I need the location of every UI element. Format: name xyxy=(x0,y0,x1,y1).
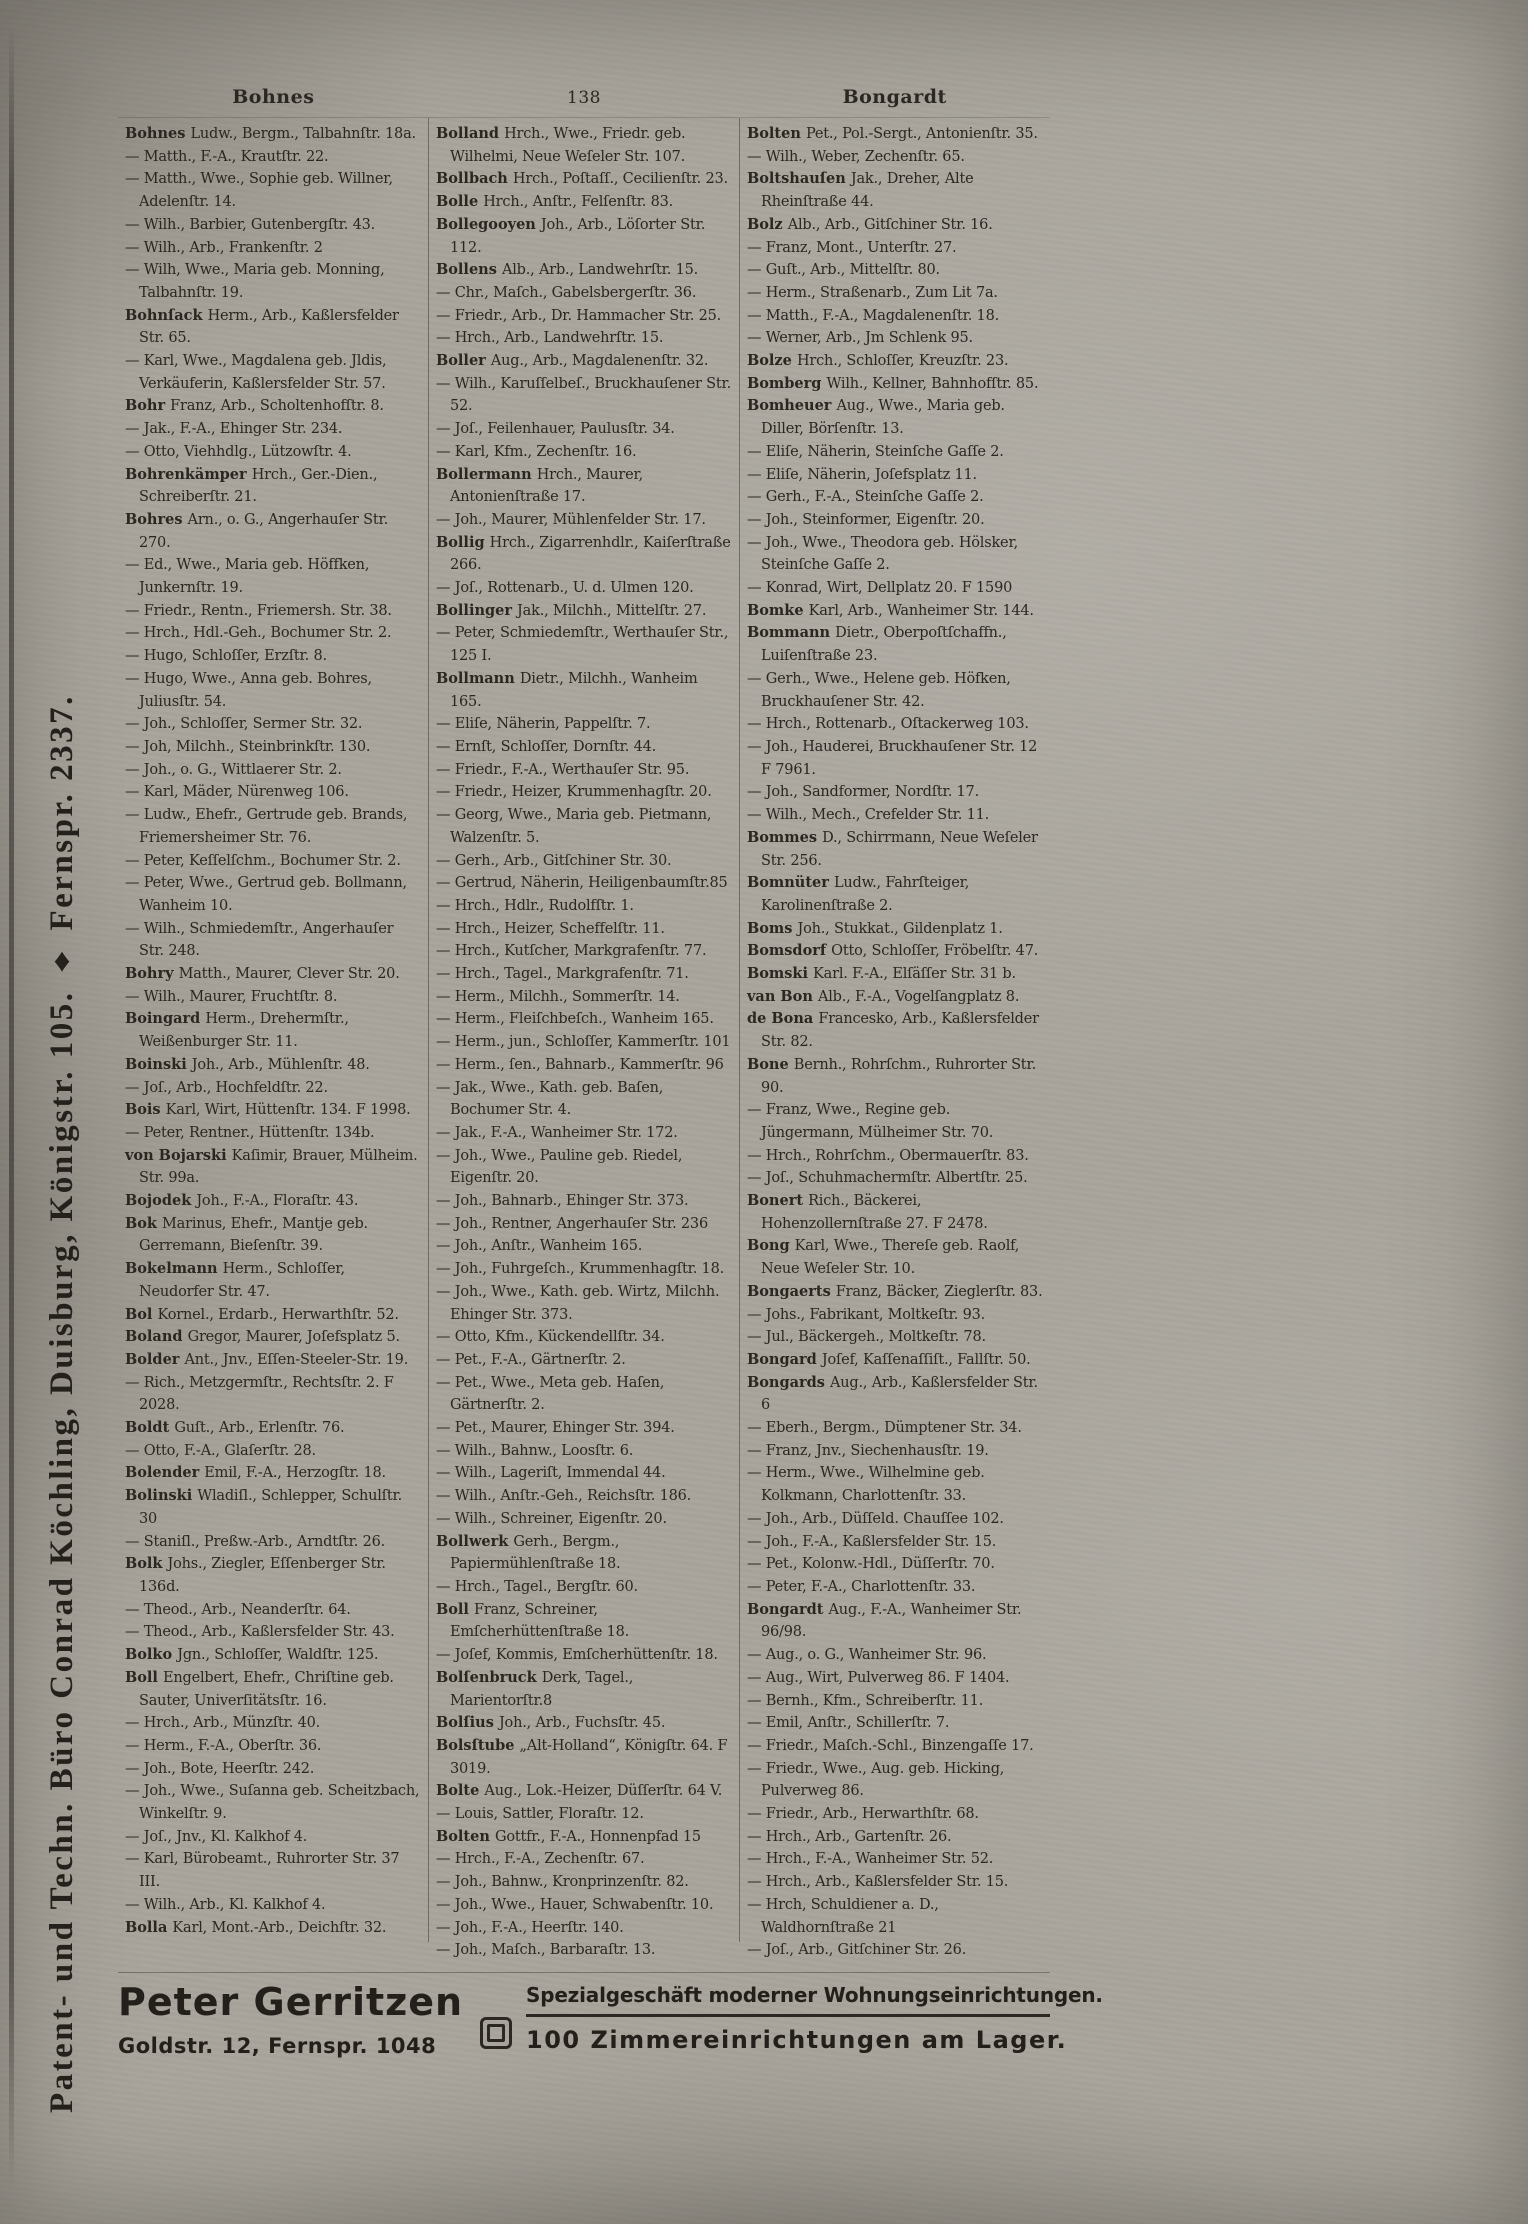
directory-entry: — Joh., Wwe., Suſanna geb. Scheitzbach, Winkelſtr. 9. xyxy=(125,1783,420,1823)
directory-entry: Bolsſtube „Alt-Holland“, Königſtr. 64. F 3019. xyxy=(436,1736,728,1777)
directory-entry: — Wilh., Karuſſelbeſ., Bruckhauſener Str. 52. xyxy=(436,375,732,415)
directory-entry: — Friedr., F.-A., Werthauſer Str. 95. xyxy=(436,761,690,778)
directory-entry: — Joh., Fuhrgeſch., Krummenhagſtr. 18. xyxy=(436,1261,725,1278)
directory-entry: Bollmann Dietr., Milchh., Wanheim 165. xyxy=(436,669,698,710)
directory-entry: — Franz, Jnv., Siechenhausſtr. 19. xyxy=(747,1442,989,1459)
directory-entry: Bomski Karl. F.-A., Elſäſſer Str. 31 b. xyxy=(747,965,1016,983)
directory-entry: — Joh., F.-A., Heerſtr. 140. xyxy=(436,1919,624,1936)
directory-entry: — Joh., Steinformer, Eigenſtr. 20. xyxy=(747,511,985,528)
advert-furnishings xyxy=(526,1981,1103,2054)
directory-entry: — Georg, Wwe., Maria geb. Pietmann, Walzenſtr. 5. xyxy=(436,807,712,846)
directory-entry: Bois Karl, Wirt, Hüttenſtr. 134. F 1998. xyxy=(125,1101,411,1119)
directory-entry: — Hrch., Hdl.-Geh., Bochumer Str. 2. xyxy=(125,625,392,642)
directory-entry: — Hrch., F.-A., Zechenſtr. 67. xyxy=(436,1851,645,1868)
directory-entry: — Karl, Wwe., Magdalena geb. Jldis, Verkäuferin, Kaßlersfelder Str. 57. xyxy=(125,353,387,392)
directory-entry: — Karl, Kfm., Zechenſtr. 16. xyxy=(436,443,637,460)
directory-entry: — Theod., Arb., Neanderſtr. 64. xyxy=(125,1601,351,1618)
directory-entry: — Wilh, Wwe., Maria geb. Monning, Talbahnſtr. 19. xyxy=(125,262,385,301)
directory-entry: Bollermann Hrch., Maurer, Antonienſtraße 17. xyxy=(436,465,644,506)
directory-entry: — Aug., o. G., Wanheimer Str. 96. xyxy=(747,1647,987,1664)
publisher-mark-icon xyxy=(480,2017,512,2049)
directory-entry: — Wilh., Mech., Crefelder Str. 11. xyxy=(747,807,990,824)
directory-entry: Bolko Jgn., Schloſſer, Waldſtr. 125. xyxy=(125,1646,379,1664)
directory-entry: — Joſ., Schuhmachermſtr. Albertſtr. 25. xyxy=(747,1170,1028,1187)
directory-entry: Bongards Aug., Arb., Kaßlersfelder Str. 6 xyxy=(747,1373,1038,1414)
directory-entry: van Bon Alb., F.-A., Vogelſangplatz 8. xyxy=(747,987,1020,1005)
directory-entry: — Eberh., Bergm., Dümptener Str. 34. xyxy=(747,1420,1022,1437)
directory-entry: — Peter, F.-A., Charlottenſtr. 33. xyxy=(747,1579,976,1595)
directory-entry: — Eliſe, Näherin, Steinſche Gaſſe 2. xyxy=(747,443,1004,460)
directory-entry: — Joſ., Feilenhauer, Paulusſtr. 34. xyxy=(436,421,675,438)
directory-entry: — Otto, F.-A., Glaſerſtr. 28. xyxy=(125,1442,316,1459)
directory-entry: — Karl, Mäder, Nürenweg 106. xyxy=(125,784,349,801)
directory-entry: — Hrch., Kutſcher, Markgrafenſtr. 77. xyxy=(436,943,707,960)
directory-entry: von Bojarski Kaſimir, Brauer, Mülheim. Str. 99a. xyxy=(125,1146,418,1187)
directory-entry: — Peter, Rentner., Hüttenſtr. 134b. xyxy=(125,1124,375,1141)
page-header xyxy=(118,86,1050,112)
directory-entry: — Friedr., Arb., Herwarthſtr. 68. xyxy=(747,1806,979,1823)
directory-entry: — Eliſe, Näherin, Joſefsplatz 11. xyxy=(747,466,977,483)
directory-entry: — Herm., Straßenarb., Zum Lit 7a. xyxy=(747,284,998,301)
directory-entry: Boldt Guſt., Arb., Erlenſtr. 76. xyxy=(125,1419,345,1437)
directory-entry: — Werner, Arb., Jm Schlenk 95. xyxy=(747,330,973,347)
directory-entry: Bolze Hrch., Schloſſer, Kreuzſtr. 23. xyxy=(747,352,1009,370)
directory-entry: — Herm., ſen., Bahnarb., Kammerſtr. 96 xyxy=(436,1056,724,1073)
directory-entry: Bomberg Wilh., Kellner, Bahnhofſtr. 85. xyxy=(747,374,1039,392)
advert-gerritzen-address: Goldstr. 12, Fernspr. 1048 xyxy=(118,2033,437,2058)
directory-entry: Bollegooyen Joh., Arb., Löſorter Str. 112. xyxy=(436,215,706,256)
directory-entry: — Joh., Arb., Düſſeld. Chauſſee 102. xyxy=(747,1510,1004,1527)
directory-entry: — Jak., Wwe., Kath. geb. Baſen, Bochumer Str. 4. xyxy=(436,1079,664,1119)
directory-entry: Bolland Hrch., Wwe., Friedr. geb. Wilhelmi, Neue Weſeler Str. 107. xyxy=(436,125,686,165)
directory-columns xyxy=(118,117,1050,1959)
sidebar-advert-text: Patent- und Techn. Büro Conrad Köchling, Duisburg, Königstr. 105. ♦ Fernspr. 2337. xyxy=(44,694,80,2113)
header-guide-word-right: Bongardt xyxy=(842,86,947,108)
directory-entry: — Friedr., Rentn., Friemersh. Str. 38. xyxy=(125,602,392,619)
directory-entry: — Wilh., Arb., Frankenſtr. 2 xyxy=(125,239,323,256)
directory-entry: Bolle Hrch., Anſtr., Felſenſtr. 83. xyxy=(436,193,674,211)
directory-entry: Bomke Karl, Arb., Wanheimer Str. 144. xyxy=(747,601,1034,619)
advert-gerritzen xyxy=(118,1981,470,2058)
directory-entry: — Hrch., Rottenarb., Oſtackerweg 103. xyxy=(747,716,1029,733)
directory-entry: Bok Marinus, Ehefr., Mantje geb. Gerremann, Bieſenſtr. 39. xyxy=(125,1214,368,1255)
directory-entry: — Joſ., Rottenarb., U. d. Ulmen 120. xyxy=(436,580,694,597)
directory-entry: — Hrch., Arb., Gartenſtr. 26. xyxy=(747,1828,952,1845)
directory-entry: — Peter, Schmiedemſtr., Werthauſer Str., 125 I. xyxy=(436,625,729,665)
directory-entry: — Gerh., F.-A., Steinſche Gaſſe 2. xyxy=(747,489,984,506)
directory-entry: Bong Karl, Wwe., Thereſe geb. Raolf, Neue Weſeler Str. 10. xyxy=(747,1237,1020,1278)
directory-entry: — Friedr., Arb., Dr. Hammacher Str. 25. xyxy=(436,307,722,324)
directory-entry: — Jul., Bäckergeh., Moltkeſtr. 78. xyxy=(747,1329,986,1346)
directory-entry: — Bernh., Kfm., Schreiberſtr. 11. xyxy=(747,1692,984,1709)
header-guide-word-left: Bohnes xyxy=(232,86,315,108)
directory-entry: — Joſ., Jnv., Kl. Kalkhof 4. xyxy=(125,1828,308,1845)
directory-entry: — Wilh., Lageriſt, Immendal 44. xyxy=(436,1465,666,1482)
directory-entry: — Ludw., Ehefr., Gertrude geb. Brands, Friemersheimer Str. 76. xyxy=(125,807,408,846)
directory-entry: — Wilh., Maurer, Fruchtſtr. 8. xyxy=(125,988,338,1005)
page-number: 138 xyxy=(567,88,601,108)
directory-entry: — Wilh., Weber, Zechenſtr. 65. xyxy=(747,148,965,165)
directory-entry: Bohry Matth., Maurer, Clever Str. 20. xyxy=(125,965,400,983)
directory-entry: Boland Gregor, Maurer, Joſefsplatz 5. xyxy=(125,1328,400,1346)
directory-entry: — Matth., Wwe., Sophie geb. Willner, Adelenſtr. 14. xyxy=(125,171,393,211)
directory-entry: — Joh., Maſch., Barbaraſtr. 13. xyxy=(436,1942,656,1959)
directory-entry: — Otto, Viehhdlg., Lützowſtr. 4. xyxy=(125,443,352,460)
directory-entry: — Hrch., Heizer, Scheffelſtr. 11. xyxy=(436,920,665,937)
directory-entry: — Hrch, Schuldiener a. D., Waldhornſtraße 21 xyxy=(747,1896,939,1936)
directory-entry: — Pet., Maurer, Ehinger Str. 394. xyxy=(436,1420,675,1437)
directory-entry: — Wilh., Arb., Kl. Kalkhof 4. xyxy=(125,1896,326,1913)
book-spine-shadow xyxy=(9,26,14,2188)
directory-entry: Bollinger Jak., Milchh., Mittelſtr. 27. xyxy=(436,601,707,619)
directory-entry: Bolſenbruck Derk, Tagel., Marientorſtr.8 xyxy=(436,1668,634,1709)
directory-entry: — Joh., o. G., Wittlaerer Str. 2. xyxy=(125,761,342,778)
directory-entry: — Wilh., Bahnw., Loosſtr. 6. xyxy=(436,1442,634,1459)
directory-entry: Bolla Karl, Mont.-Arb., Deichſtr. 32. xyxy=(125,1918,387,1936)
directory-entry: Boms Joh., Stukkat., Gildenplatz 1. xyxy=(747,919,1003,937)
directory-entry: Boll Franz, Schreiner, Emſcherhüttenſtraße 18. xyxy=(436,1600,630,1641)
directory-entry: — Joh., Bahnw., Kronprinzenſtr. 82. xyxy=(436,1874,689,1891)
directory-entry: — Ed., Wwe., Maria geb. Höffken, Junkernſtr. 19. xyxy=(125,557,370,597)
directory-entry: — Matth., F.-A., Magdalenenſtr. 18. xyxy=(747,307,1000,324)
directory-entry: Boingard Herm., Drehermſtr., Weißenburger Str. 11. xyxy=(125,1010,349,1051)
directory-entry: — Jak., F.-A., Wanheimer Str. 172. xyxy=(436,1124,678,1141)
directory-entry: — Ernſt, Schloſſer, Dornſtr. 44. xyxy=(436,738,657,755)
directory-entry: — Herm., Milchh., Sommerſtr. 14. xyxy=(436,988,680,1005)
directory-entry: — Joh., Schloſſer, Sermer Str. 32. xyxy=(125,716,363,733)
directory-entry: Boller Aug., Arb., Magdalenenſtr. 32. xyxy=(436,352,709,370)
directory-entry: — Eliſe, Näherin, Pappelſtr. 7. xyxy=(436,716,651,733)
directory-entry: Bohres Arn., o. G., Angerhauſer Str. 270. xyxy=(125,510,389,551)
directory-entry: — Herm., Fleiſchbeſch., Wanheim 165. xyxy=(436,1011,714,1028)
directory-entry: Bolk Johs., Ziegler, Eſſenberger Str. 136d. xyxy=(125,1555,386,1595)
directory-entry: — Theod., Arb., Kaßlersfelder Str. 43. xyxy=(125,1624,395,1641)
directory-entry: Bonert Rich., Bäckerei, Hohenzollernſtraße 27. F 2478. xyxy=(747,1192,988,1232)
directory-entry: Bollwerk Gerh., Bergm., Papiermühlenſtraße 18. xyxy=(436,1532,621,1573)
printed-content xyxy=(118,86,1050,1959)
directory-entry: Bolinski Wladiſl., Schlepper, Schulſtr. 30 xyxy=(125,1487,403,1527)
directory-entry: Bomsdorf Otto, Schloſſer, Fröbelſtr. 47. xyxy=(747,942,1039,960)
directory-entry: Boltshauſen Jak., Dreher, Alte Rheinſtraße 44. xyxy=(747,170,974,211)
directory-entry: — Friedr., Maſch.-Schl., Binzengaſſe 17. xyxy=(747,1737,1034,1754)
advert-gerritzen-name: Peter Gerritzen xyxy=(118,1980,464,2024)
directory-entry: Bollbach Hrch., Poſtaſſ., Cecilienſtr. 23. xyxy=(436,170,728,188)
directory-entry: — Hrch., Tagel., Bergſtr. 60. xyxy=(436,1579,638,1595)
directory-entry: — Peter, Wwe., Gertrud geb. Bollmann, Wanheim 10. xyxy=(125,875,407,914)
directory-entry: — Joſef, Kommis, Emſcherhüttenſtr. 18. xyxy=(436,1647,718,1664)
advert-furnishings-line2: 100 Zimmereinrichtungen am Lager. xyxy=(526,2026,1068,2054)
directory-entry: — Staniſl., Preßw.-Arb., Arndtſtr. 26. xyxy=(125,1533,386,1550)
directory-entry: de Bona Francesko, Arb., Kaßlersfelder Str. 82. xyxy=(747,1010,1039,1051)
directory-entry: Bojodek Joh., F.-A., Floraſtr. 43. xyxy=(125,1192,359,1210)
directory-entry: Bongardt Aug., F.-A., Wanheimer Str. 96/98. xyxy=(747,1600,1022,1641)
directory-entry: — Pet., Wwe., Meta geb. Haſen, Gärtnerſtr. 2. xyxy=(436,1374,665,1414)
directory-entry: — Joh., Rentner, Angerhauſer Str. 236 xyxy=(436,1215,708,1232)
directory-entry: Bollig Hrch., Zigarrenhdlr., Kaiſerſtraße 266. xyxy=(436,533,731,574)
directory-entry: — Joſ., Arb., Hochfeldſtr. 22. xyxy=(125,1079,328,1096)
directory-entry: Bokelmann Herm., Schloſſer, Neudorfer Str. 47. xyxy=(125,1260,345,1300)
directory-entry: — Friedr., Wwe., Aug. geb. Hicking, Pulverweg 86. xyxy=(747,1760,1005,1800)
directory-entry: — Joh., Wwe., Theodora geb. Hölsker, Steinſche Gaſſe 2. xyxy=(747,534,1018,574)
directory-entry: — Hrch., Arb., Münzſtr. 40. xyxy=(125,1715,321,1732)
directory-entry: — Wilh., Anſtr.-Geh., Reichsſtr. 186. xyxy=(436,1488,692,1505)
directory-entry: Bolten Pet., Pol.-Sergt., Antonienſtr. 35. xyxy=(747,125,1038,142)
directory-column-3 xyxy=(739,118,1050,1959)
advert-divider-rule xyxy=(526,2014,1050,2017)
directory-entry: Bommann Dietr., Oberpoſtſchaffn., Luiſenſtraße 23. xyxy=(747,624,1007,665)
directory-entry: — Wilh., Schreiner, Eigenſtr. 20. xyxy=(436,1510,667,1527)
directory-column-2 xyxy=(428,118,739,1959)
directory-entry: Bolten Gottfr., F.-A., Honnenpfad 15 xyxy=(436,1827,701,1845)
directory-entry: — Matth., F.-A., Krautſtr. 22. xyxy=(125,148,329,165)
directory-entry: — Joh., F.-A., Kaßlersfelder Str. 15. xyxy=(747,1533,997,1550)
directory-entry: — Joh., Wwe., Kath. geb. Wirtz, Milchh. Ehinger Str. 373. xyxy=(436,1283,720,1323)
directory-entry: Bohrenkämper Hrch., Ger.-Dien., Schreiberſtr. 21. xyxy=(125,465,378,506)
directory-entry: Bollens Alb., Arb., Landwehrſtr. 15. xyxy=(436,261,699,279)
directory-entry: — Hrch., Rohrſchm., Obermauerſtr. 83. xyxy=(747,1147,1029,1164)
directory-entry: — Joh., Anſtr., Wanheim 165. xyxy=(436,1238,643,1255)
directory-entry: — Karl, Bürobeamt., Ruhrorter Str. 37 III. xyxy=(125,1851,400,1891)
directory-entry: Bone Bernh., Rohrſchm., Ruhrorter Str. 90. xyxy=(747,1055,1036,1096)
directory-entry: — Hrch., Arb., Kaßlersfelder Str. 15. xyxy=(747,1874,1009,1891)
directory-entry: — Johs., Fabrikant, Moltkeſtr. 93. xyxy=(747,1306,986,1323)
directory-entry: — Gerh., Arb., Gitſchiner Str. 30. xyxy=(436,852,672,869)
directory-entry: — Pet., F.-A., Gärtnerſtr. 2. xyxy=(436,1351,626,1368)
directory-entry: — Gerh., Wwe., Helene geb. Höfken, Bruckhauſener Str. 42. xyxy=(747,670,1011,710)
directory-entry: Bolender Emil, F.-A., Herzogſtr. 18. xyxy=(125,1464,386,1482)
directory-entry: — Chr., Maſch., Gabelsbergerſtr. 36. xyxy=(436,284,697,301)
directory-entry: Bongaerts Franz, Bäcker, Zieglerſtr. 83. xyxy=(747,1282,1043,1300)
directory-entry: — Franz, Wwe., Regine geb. Jüngermann, Mülheimer Str. 70. xyxy=(747,1102,994,1141)
directory-entry: — Joh., Sandformer, Nordſtr. 17. xyxy=(747,784,979,801)
directory-entry: Bolder Ant., Jnv., Eſſen-Steeler-Str. 19. xyxy=(125,1350,409,1368)
directory-entry: — Hrch., F.-A., Wanheimer Str. 52. xyxy=(747,1851,994,1868)
directory-entry: — Joh., Wwe., Pauline geb. Riedel, Eigenſtr. 20. xyxy=(436,1147,683,1187)
footer-adverts xyxy=(118,1972,1103,2058)
directory-entry: — Hrch., Tagel., Markgrafenſtr. 71. xyxy=(436,966,689,983)
directory-entry: — Joh., Wwe., Hauer, Schwabenſtr. 10. xyxy=(436,1896,714,1913)
directory-entry: — Gertrud, Näherin, Heiligenbaumſtr.85 xyxy=(436,875,728,892)
directory-entry: — Pet., Kolonw.-Hdl., Düſſerſtr. 70. xyxy=(747,1556,995,1573)
directory-entry: — Joh., Bote, Heerſtr. 242. xyxy=(125,1760,315,1777)
directory-column-1 xyxy=(118,118,428,1942)
directory-entry: Boll Engelbert, Ehefr., Chriſtine geb. Sauter, Univerſitätsſtr. 16. xyxy=(125,1668,394,1709)
directory-entry: Bohnſack Herm., Arb., Kaßlersfelder Str. 65. xyxy=(125,306,399,347)
directory-entry: Bomheuer Aug., Wwe., Maria geb. Diller, Börſenſtr. 13. xyxy=(747,397,1005,438)
directory-entry: — Rich., Metzgermſtr., Rechtsſtr. 2. F 2028. xyxy=(125,1374,394,1414)
directory-entry: Bommes D., Schirrmann, Neue Weſeler Str. 256. xyxy=(747,828,1038,869)
advert-furnishings-line1: Spezialgeschäft moderner Wohnungseinrichtungen. xyxy=(526,1983,1103,2007)
directory-entry: — Hrch., Arb., Landwehrſtr. 15. xyxy=(436,330,664,347)
directory-entry: Bohr Franz, Arb., Scholtenhofſtr. 8. xyxy=(125,397,384,415)
directory-entry: — Joh., Hauderei, Bruckhauſener Str. 12 F 7961. xyxy=(747,738,1038,778)
directory-entry: — Friedr., Heizer, Krummenhagſtr. 20. xyxy=(436,784,712,801)
directory-entry: — Louis, Sattler, Floraſtr. 12. xyxy=(436,1806,644,1823)
directory-entry: — Hugo, Wwe., Anna geb. Bohres, Juliusſtr. 54. xyxy=(125,670,372,710)
directory-entry: — Wilh., Barbier, Gutenbergſtr. 43. xyxy=(125,216,376,233)
directory-entry: — Joſ., Arb., Gitſchiner Str. 26. xyxy=(747,1942,967,1959)
directory-entry: — Joh., Maurer, Mühlenfelder Str. 17. xyxy=(436,511,706,528)
sidebar-advert xyxy=(44,108,81,2113)
directory-entry: Bolſius Joh., Arb., Fuchsſtr. 45. xyxy=(436,1714,666,1732)
directory-entry: — Jak., F.-A., Ehinger Str. 234. xyxy=(125,421,343,438)
directory-entry: Bolz Alb., Arb., Gitſchiner Str. 16. xyxy=(747,215,993,233)
directory-entry: — Joh, Milchh., Steinbrinkſtr. 130. xyxy=(125,738,371,755)
directory-entry: — Hugo, Schloſſer, Erzſtr. 8. xyxy=(125,648,327,665)
directory-entry: — Franz, Mont., Unterſtr. 27. xyxy=(747,239,957,256)
directory-entry: — Wilh., Schmiedemſtr., Angerhauſer Str. 248. xyxy=(125,920,394,960)
directory-entry: — Aug., Wirt, Pulverweg 86. F 1404. xyxy=(747,1669,1010,1686)
directory-entry: — Joh., Bahnarb., Ehinger Str. 373. xyxy=(436,1193,689,1210)
directory-entry: Bomnüter Ludw., Fahrſteiger, Karolinenſtraße 2. xyxy=(747,874,970,914)
directory-entry: Bolte Aug., Lok.-Heizer, Düſſerſtr. 64 V. xyxy=(436,1782,723,1800)
directory-entry: — Peter, Keſſelſchm., Bochumer Str. 2. xyxy=(125,852,401,869)
directory-entry: — Herm., F.-A., Oberſtr. 36. xyxy=(125,1737,322,1754)
directory-entry: — Herm., Wwe., Wilhelmine geb. Kolkmann, Charlottenſtr. 33. xyxy=(747,1465,985,1505)
directory-entry: — Guſt., Arb., Mittelſtr. 80. xyxy=(747,262,940,279)
directory-entry: — Herm., jun., Schloſſer, Kammerſtr. 101 xyxy=(436,1034,731,1051)
directory-entry: Bongard Joſef, Kaſſenaſſiſt., Fallſtr. 50. xyxy=(747,1350,1031,1368)
directory-entry: Boinski Joh., Arb., Mühlenſtr. 48. xyxy=(125,1055,370,1073)
directory-entry: Bol Kornel., Erdarb., Herwarthſtr. 52. xyxy=(125,1305,399,1323)
directory-entry: — Otto, Kfm., Kückendellſtr. 34. xyxy=(436,1329,665,1346)
directory-entry: Bohnes Ludw., Bergm., Talbahnſtr. 18a. xyxy=(125,125,416,142)
directory-entry: — Hrch., Hdlr., Rudolfſtr. 1. xyxy=(436,897,634,914)
directory-entry: — Emil, Anſtr., Schillerſtr. 7. xyxy=(747,1715,950,1732)
directory-entry: — Konrad, Wirt, Dellplatz 20. F 1590 xyxy=(747,580,1013,597)
